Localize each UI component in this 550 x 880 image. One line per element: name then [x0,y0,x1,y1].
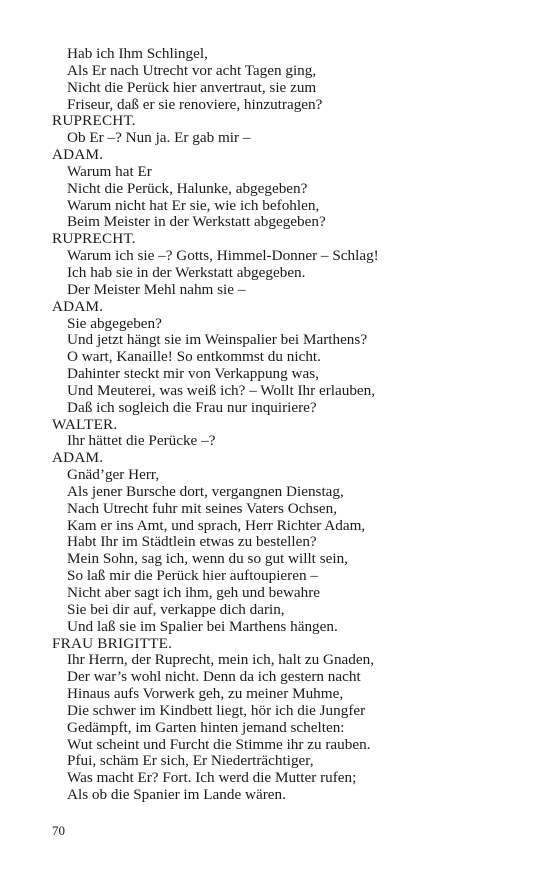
verse-line: Pfui, schäm Er sich, Er Niederträchtiger, [67,752,314,770]
verse-line: Ich hab sie in der Werkstatt abgegeben. [67,263,306,281]
verse-line: Warum ich sie –? Gotts, Himmel-Donner – Schlag! [67,247,379,265]
verse-line: Warum hat Er [67,162,152,180]
verse-line: Ihr Herrn, der Ruprecht, mein ich, halt zu Gnaden, [67,651,375,669]
verse-line: Mein Sohn, sag ich, wenn du so gut willt sein, [67,550,348,568]
verse-line: Nicht die Perück hier anvertraut, sie zum [67,78,317,96]
verse-line: O wart, Kanaille! So entkommst du nicht. [67,348,321,366]
verse-line: Ihr hättet die Perücke –? [67,432,216,450]
verse-line: Nach Utrecht fuhr mit seines Vaters Ochsen, [67,499,338,517]
verse-line: Daß ich sogleich die Frau nur inquiriere? [67,398,317,416]
speaker-name: WALTER. [52,415,118,433]
verse-line: So laß mir die Perück hier auftoupieren – [67,567,318,585]
verse-line: Nicht die Perück, Halunke, abgegeben? [67,179,308,197]
verse-line: Der Meister Mehl nahm sie – [67,280,246,298]
speaker-name: ADAM. [52,449,104,467]
verse-line: Die schwer im Kindbett liegt, hör ich die Jungfer [67,701,366,719]
verse-line: Ob Er –? Nun ja. Er gab mir – [67,129,251,147]
play-text [52,46,522,804]
verse-line: Als jener Bursche dort, vergangnen Dienstag, [67,482,344,500]
page-number: 70 [52,823,65,838]
speaker-name: RUPRECHT. [52,230,136,248]
verse-line: Als ob die Spanier im Lande wären. [67,786,286,804]
verse-line: Und jetzt hängt sie im Weinspalier bei Marthens? [67,331,368,349]
speaker-name: RUPRECHT. [52,112,136,130]
verse-line: Gedämpft, im Garten hinten jemand schelten: [67,718,345,736]
speaker-name: FRAU BRIGITTE. [52,634,173,652]
verse-line: Hab ich Ihm Schlingel, [67,45,208,62]
verse-line: Und Meuterei, was weiß ich? – Wollt Ihr erlauben, [67,381,376,399]
verse-line: Was macht Er? Fort. Ich werd die Mutter rufen; [67,769,357,787]
verse-line: Gnäd’ger Herr, [67,466,160,484]
speaker-name: ADAM. [52,297,104,315]
speaker-name: ADAM. [52,146,104,164]
verse-line: Der war’s wohl nicht. Denn da ich gestern nacht [67,668,361,686]
verse-line: Sie bei dir auf, verkappe dich darin, [67,600,285,618]
verse-line: Habt Ihr im Städtlein etwas zu bestellen? [67,533,317,551]
verse-line: Als Er nach Utrecht vor acht Tagen ging, [67,61,317,79]
verse-line: Beim Meister in der Werkstatt abgegeben? [67,213,326,231]
verse-line: Friseur, daß er sie renoviere, hinzutragen? [67,95,323,113]
verse-line: Nicht aber sagt ich ihm, geh und bewahre [67,584,321,601]
verse-line: Und laß sie im Spalier bei Marthens hängen. [67,617,338,635]
verse-line: Warum nicht hat Er sie, wie ich befohlen, [67,196,320,214]
verse-line: Dahinter steckt mir von Verkappung was, [67,365,319,383]
verse-line: Sie abgegeben? [67,314,162,332]
verse-line: Hinaus aufs Vorwerk geh, zu meiner Muhme, [67,685,344,703]
verse-line: Wut scheint und Furcht die Stimme ihr zu rauben. [67,735,371,753]
verse-line: Kam er ins Amt, und sprach, Herr Richter Adam, [67,516,366,534]
